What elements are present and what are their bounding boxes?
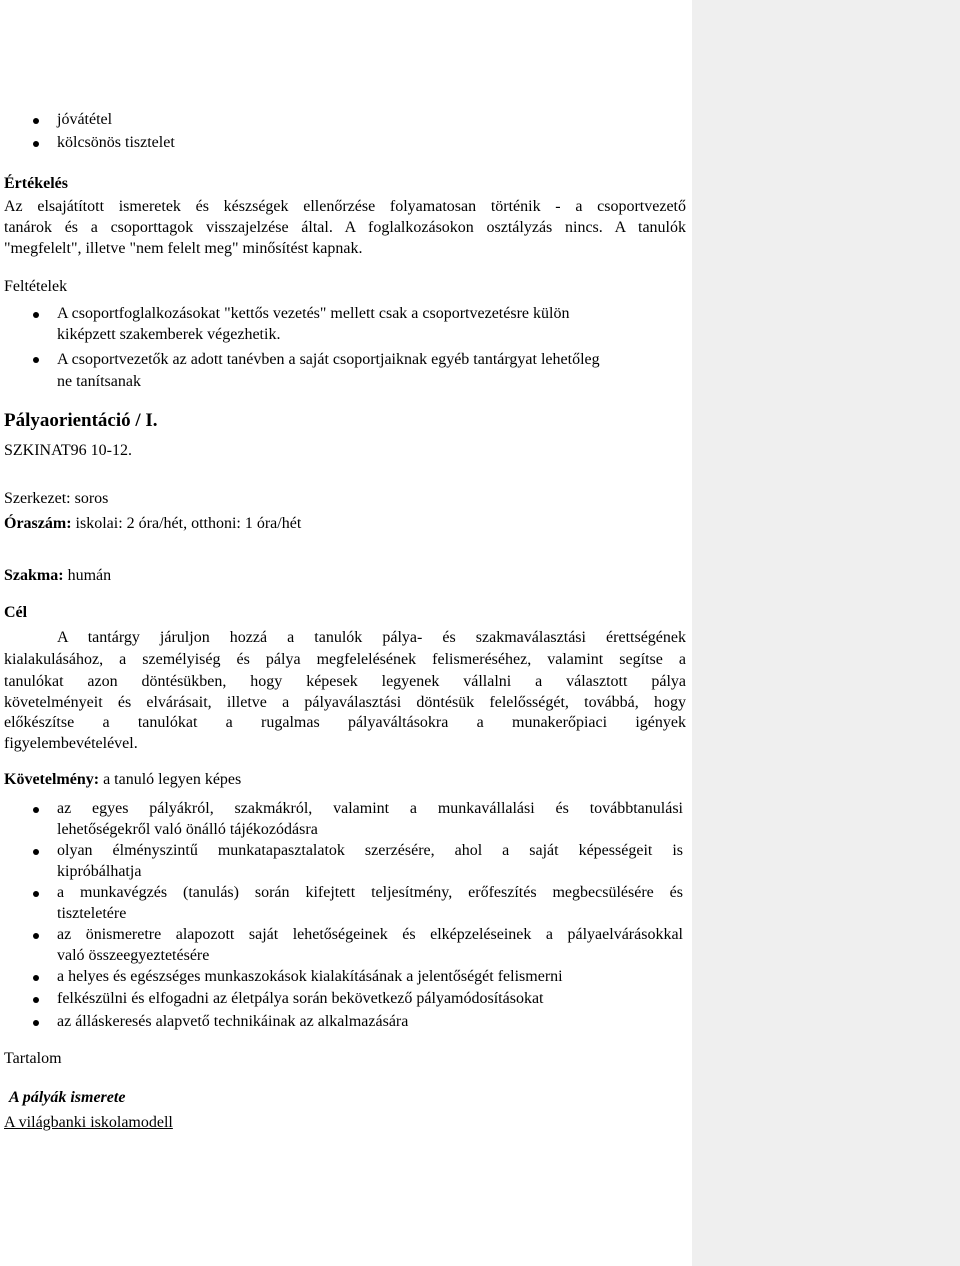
paragraph-line: "megfelelt", illetve "nem felelt meg" minősítést kapnak. — [4, 240, 363, 257]
oraszam-value: iskolai: 2 óra/hét, otthoni: 1 óra/hét — [71, 515, 302, 532]
bullet-icon — [33, 975, 39, 981]
section-heading-feltetelek: Feltételek — [4, 278, 68, 295]
list-item: kölcsönös tisztelet — [57, 134, 175, 151]
paragraph-line: előkészítse a tanulókat a rugalmas pályaváltásokra a munakerőpiaci igények — [4, 714, 686, 731]
bullet-icon — [33, 849, 39, 855]
page-title: Pályaorientáció / I. — [4, 410, 158, 431]
paragraph-line: Az elsajátított ismeretek és készségek ellenőrzése folyamatosan történik - a csoportvezető — [4, 198, 686, 215]
paragraph-line: tanulókat azon döntésükben, hogy képesek legyenek vállalni a választott pálya — [4, 673, 686, 690]
content-link[interactable]: A világbanki iskolamodell — [4, 1114, 173, 1131]
list-item: a helyes és egészséges munkaszokások kialakításának a jelentőségét felismerni — [57, 968, 563, 985]
section-heading-tartalom: Tartalom — [4, 1050, 62, 1067]
bullet-icon — [33, 807, 39, 813]
szakma-value: humán — [63, 567, 112, 584]
bullet-icon — [33, 997, 39, 1003]
list-item: az önismeretre alapozott saját lehetőségeinek és elképzeléseinek a pályaelvárásokkal — [57, 926, 683, 943]
szerkezet-label: Szerkezet: — [4, 490, 71, 507]
bullet-icon — [33, 933, 39, 939]
list-item: ne tanítsanak — [57, 373, 141, 390]
list-item: A csoportfoglalkozásokat "kettős vezetés" mellett csak a csoportvezetésre külön — [57, 305, 570, 322]
list-item: kiképzett szakemberek végezhetik. — [57, 326, 281, 343]
kovetelmeny-value: a tanuló legyen képes — [99, 771, 242, 788]
bullet-icon — [33, 891, 39, 897]
list-item: lehetőségekről való önálló tájékozódásra — [57, 821, 318, 838]
szerkezet-line — [4, 489, 108, 508]
subject-code: SZKINAT96 10-12. — [4, 442, 132, 459]
list-item: az álláskeresés alapvető technikáinak az alkalmazására — [57, 1013, 409, 1030]
content-subheading: A pályák ismerete — [9, 1089, 126, 1106]
section-heading-cel: Cél — [4, 604, 28, 621]
list-item: a munkavégzés (tanulás) során kifejtett teljesítmény, erőfeszítés megbecsülésére és — [57, 884, 683, 901]
bullet-icon — [33, 312, 39, 318]
list-item: olyan élményszintű munkatapasztalatok szerzésére, ahol a saját képességeit is — [57, 842, 683, 859]
list-item: jóvátétel — [57, 111, 113, 128]
paragraph-line: követelményeit és elvárásait, illetve a pályaválasztási döntésük felelősségét, továbbá, hogy — [4, 694, 686, 711]
oraszam-line — [4, 514, 301, 533]
oraszam-label: Óraszám: — [4, 515, 72, 532]
list-item: felkészülni és elfogadni az életpálya során bekövetkező pályamódosításokat — [57, 990, 544, 1007]
szakma-line — [4, 566, 111, 585]
bullet-icon — [33, 1020, 39, 1026]
list-item: tiszteletére — [57, 905, 127, 922]
kovetelmeny-line — [4, 770, 241, 789]
paragraph-line: A tantárgy járuljon hozzá a tanulók pálya- és szakmaválasztási érettségének — [57, 629, 686, 646]
paragraph-line: figyelembevételével. — [4, 735, 138, 752]
list-item: kipróbálhatja — [57, 863, 142, 880]
paragraph-line: kialakulásához, a személyiség és pálya megfelelésének felismeréséhez, valamint segítse a — [4, 651, 686, 668]
szakma-label: Szakma: — [4, 567, 64, 584]
list-item: való összeegyeztetésére — [57, 947, 210, 964]
szerkezet-value: soros — [70, 490, 109, 507]
kovetelmeny-label: Követelmény: — [4, 771, 100, 788]
bullet-icon — [33, 141, 39, 147]
bullet-icon — [33, 357, 39, 363]
comment-margin-pane — [692, 0, 960, 1266]
bullet-icon — [33, 118, 39, 124]
list-item: az egyes pályákról, szakmákról, valamint a munkavállalási és továbbtanulási — [57, 800, 683, 817]
section-heading-ertekeles: Értékelés — [4, 175, 68, 192]
list-item: A csoportvezetők az adott tanévben a saját csoportjaiknak egyéb tantárgyat lehetőleg — [57, 351, 600, 368]
paragraph-line: tanárok és a csoporttagok visszajelzése által. A foglalkozásokon osztályzás nincs. A tanulók — [4, 219, 686, 236]
